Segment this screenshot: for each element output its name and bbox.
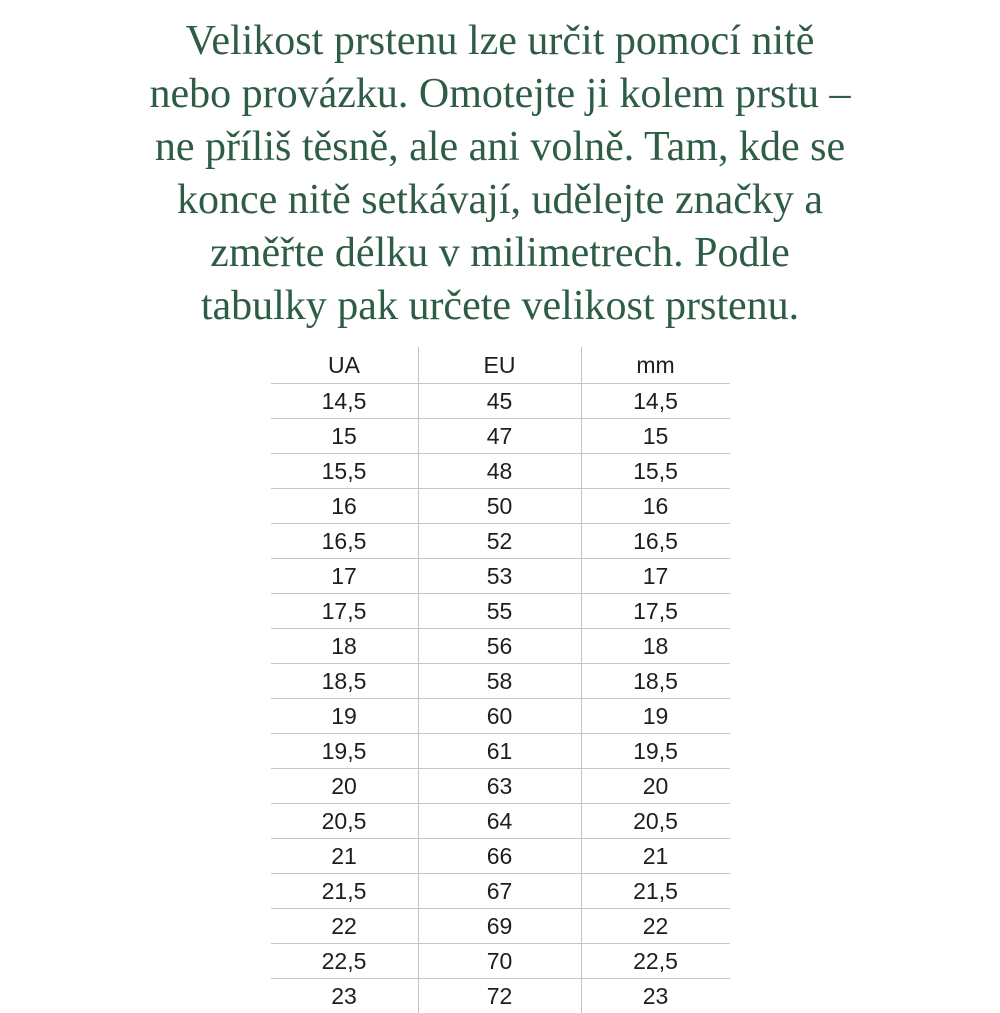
table-cell: 15,5 [581, 454, 730, 489]
table-row [271, 559, 730, 594]
table-row [271, 979, 730, 1013]
table-cell: 20 [271, 769, 419, 804]
table-row [271, 524, 730, 559]
table-cell: 45 [418, 384, 581, 419]
table-cell: 69 [418, 909, 581, 944]
table-cell: 58 [418, 664, 581, 699]
table-cell: 55 [418, 594, 581, 629]
table-row [271, 769, 730, 804]
table-row [271, 664, 730, 699]
table-cell: 22,5 [581, 944, 730, 979]
column-header-mm: mm [581, 347, 730, 384]
table-cell: 21 [581, 839, 730, 874]
table-cell: 48 [418, 454, 581, 489]
table-cell: 15 [581, 419, 730, 454]
table-cell: 20,5 [581, 804, 730, 839]
table-row [271, 454, 730, 489]
table-cell: 17 [581, 559, 730, 594]
table-cell: 16,5 [271, 524, 419, 559]
intro-line: tabulky pak určete velikost prstenu. [0, 280, 1000, 333]
table-cell: 64 [418, 804, 581, 839]
table-cell: 21,5 [271, 874, 419, 909]
table-header-row [271, 347, 730, 384]
intro-line: nebo provázku. Omotejte ji kolem prstu – [0, 68, 1000, 121]
table-cell: 17,5 [581, 594, 730, 629]
size-table-body [271, 384, 730, 1013]
table-cell: 72 [418, 979, 581, 1013]
table-cell: 18,5 [271, 664, 419, 699]
table-cell: 67 [418, 874, 581, 909]
table-cell: 23 [581, 979, 730, 1013]
table-cell: 50 [418, 489, 581, 524]
table-row [271, 699, 730, 734]
table-cell: 15,5 [271, 454, 419, 489]
table-cell: 22 [271, 909, 419, 944]
table-cell: 70 [418, 944, 581, 979]
table-cell: 21 [271, 839, 419, 874]
table-row [271, 489, 730, 524]
table-cell: 14,5 [581, 384, 730, 419]
intro-text [0, 0, 1000, 333]
table-cell: 14,5 [271, 384, 419, 419]
table-row [271, 909, 730, 944]
table-row [271, 594, 730, 629]
table-cell: 15 [271, 419, 419, 454]
table-row [271, 419, 730, 454]
intro-line: konce nitě setkávají, udělejte značky a [0, 174, 1000, 227]
table-cell: 66 [418, 839, 581, 874]
table-cell: 16 [581, 489, 730, 524]
table-row [271, 944, 730, 979]
table-cell: 21,5 [581, 874, 730, 909]
table-cell: 18 [581, 629, 730, 664]
table-cell: 20 [581, 769, 730, 804]
intro-line: ne příliš těsně, ale ani volně. Tam, kde se [0, 121, 1000, 174]
table-cell: 20,5 [271, 804, 419, 839]
table-row [271, 629, 730, 664]
column-header-ua: UA [271, 347, 419, 384]
table-row [271, 839, 730, 874]
ring-size-table [271, 347, 730, 1013]
table-cell: 17,5 [271, 594, 419, 629]
table-cell: 19 [271, 699, 419, 734]
table-cell: 19 [581, 699, 730, 734]
table-cell: 16 [271, 489, 419, 524]
table-cell: 23 [271, 979, 419, 1013]
table-cell: 18,5 [581, 664, 730, 699]
table-row [271, 734, 730, 769]
table-cell: 52 [418, 524, 581, 559]
table-cell: 53 [418, 559, 581, 594]
table-cell: 47 [418, 419, 581, 454]
table-cell: 16,5 [581, 524, 730, 559]
table-row [271, 804, 730, 839]
column-header-eu: EU [418, 347, 581, 384]
table-cell: 56 [418, 629, 581, 664]
table-row [271, 384, 730, 419]
table-cell: 19,5 [581, 734, 730, 769]
table-cell: 60 [418, 699, 581, 734]
table-cell: 22 [581, 909, 730, 944]
table-row [271, 874, 730, 909]
intro-line: změřte délku v milimetrech. Podle [0, 227, 1000, 280]
intro-line: Velikost prstenu lze určit pomocí nitě [0, 15, 1000, 68]
table-cell: 22,5 [271, 944, 419, 979]
table-cell: 17 [271, 559, 419, 594]
table-cell: 18 [271, 629, 419, 664]
table-cell: 61 [418, 734, 581, 769]
table-cell: 19,5 [271, 734, 419, 769]
table-cell: 63 [418, 769, 581, 804]
